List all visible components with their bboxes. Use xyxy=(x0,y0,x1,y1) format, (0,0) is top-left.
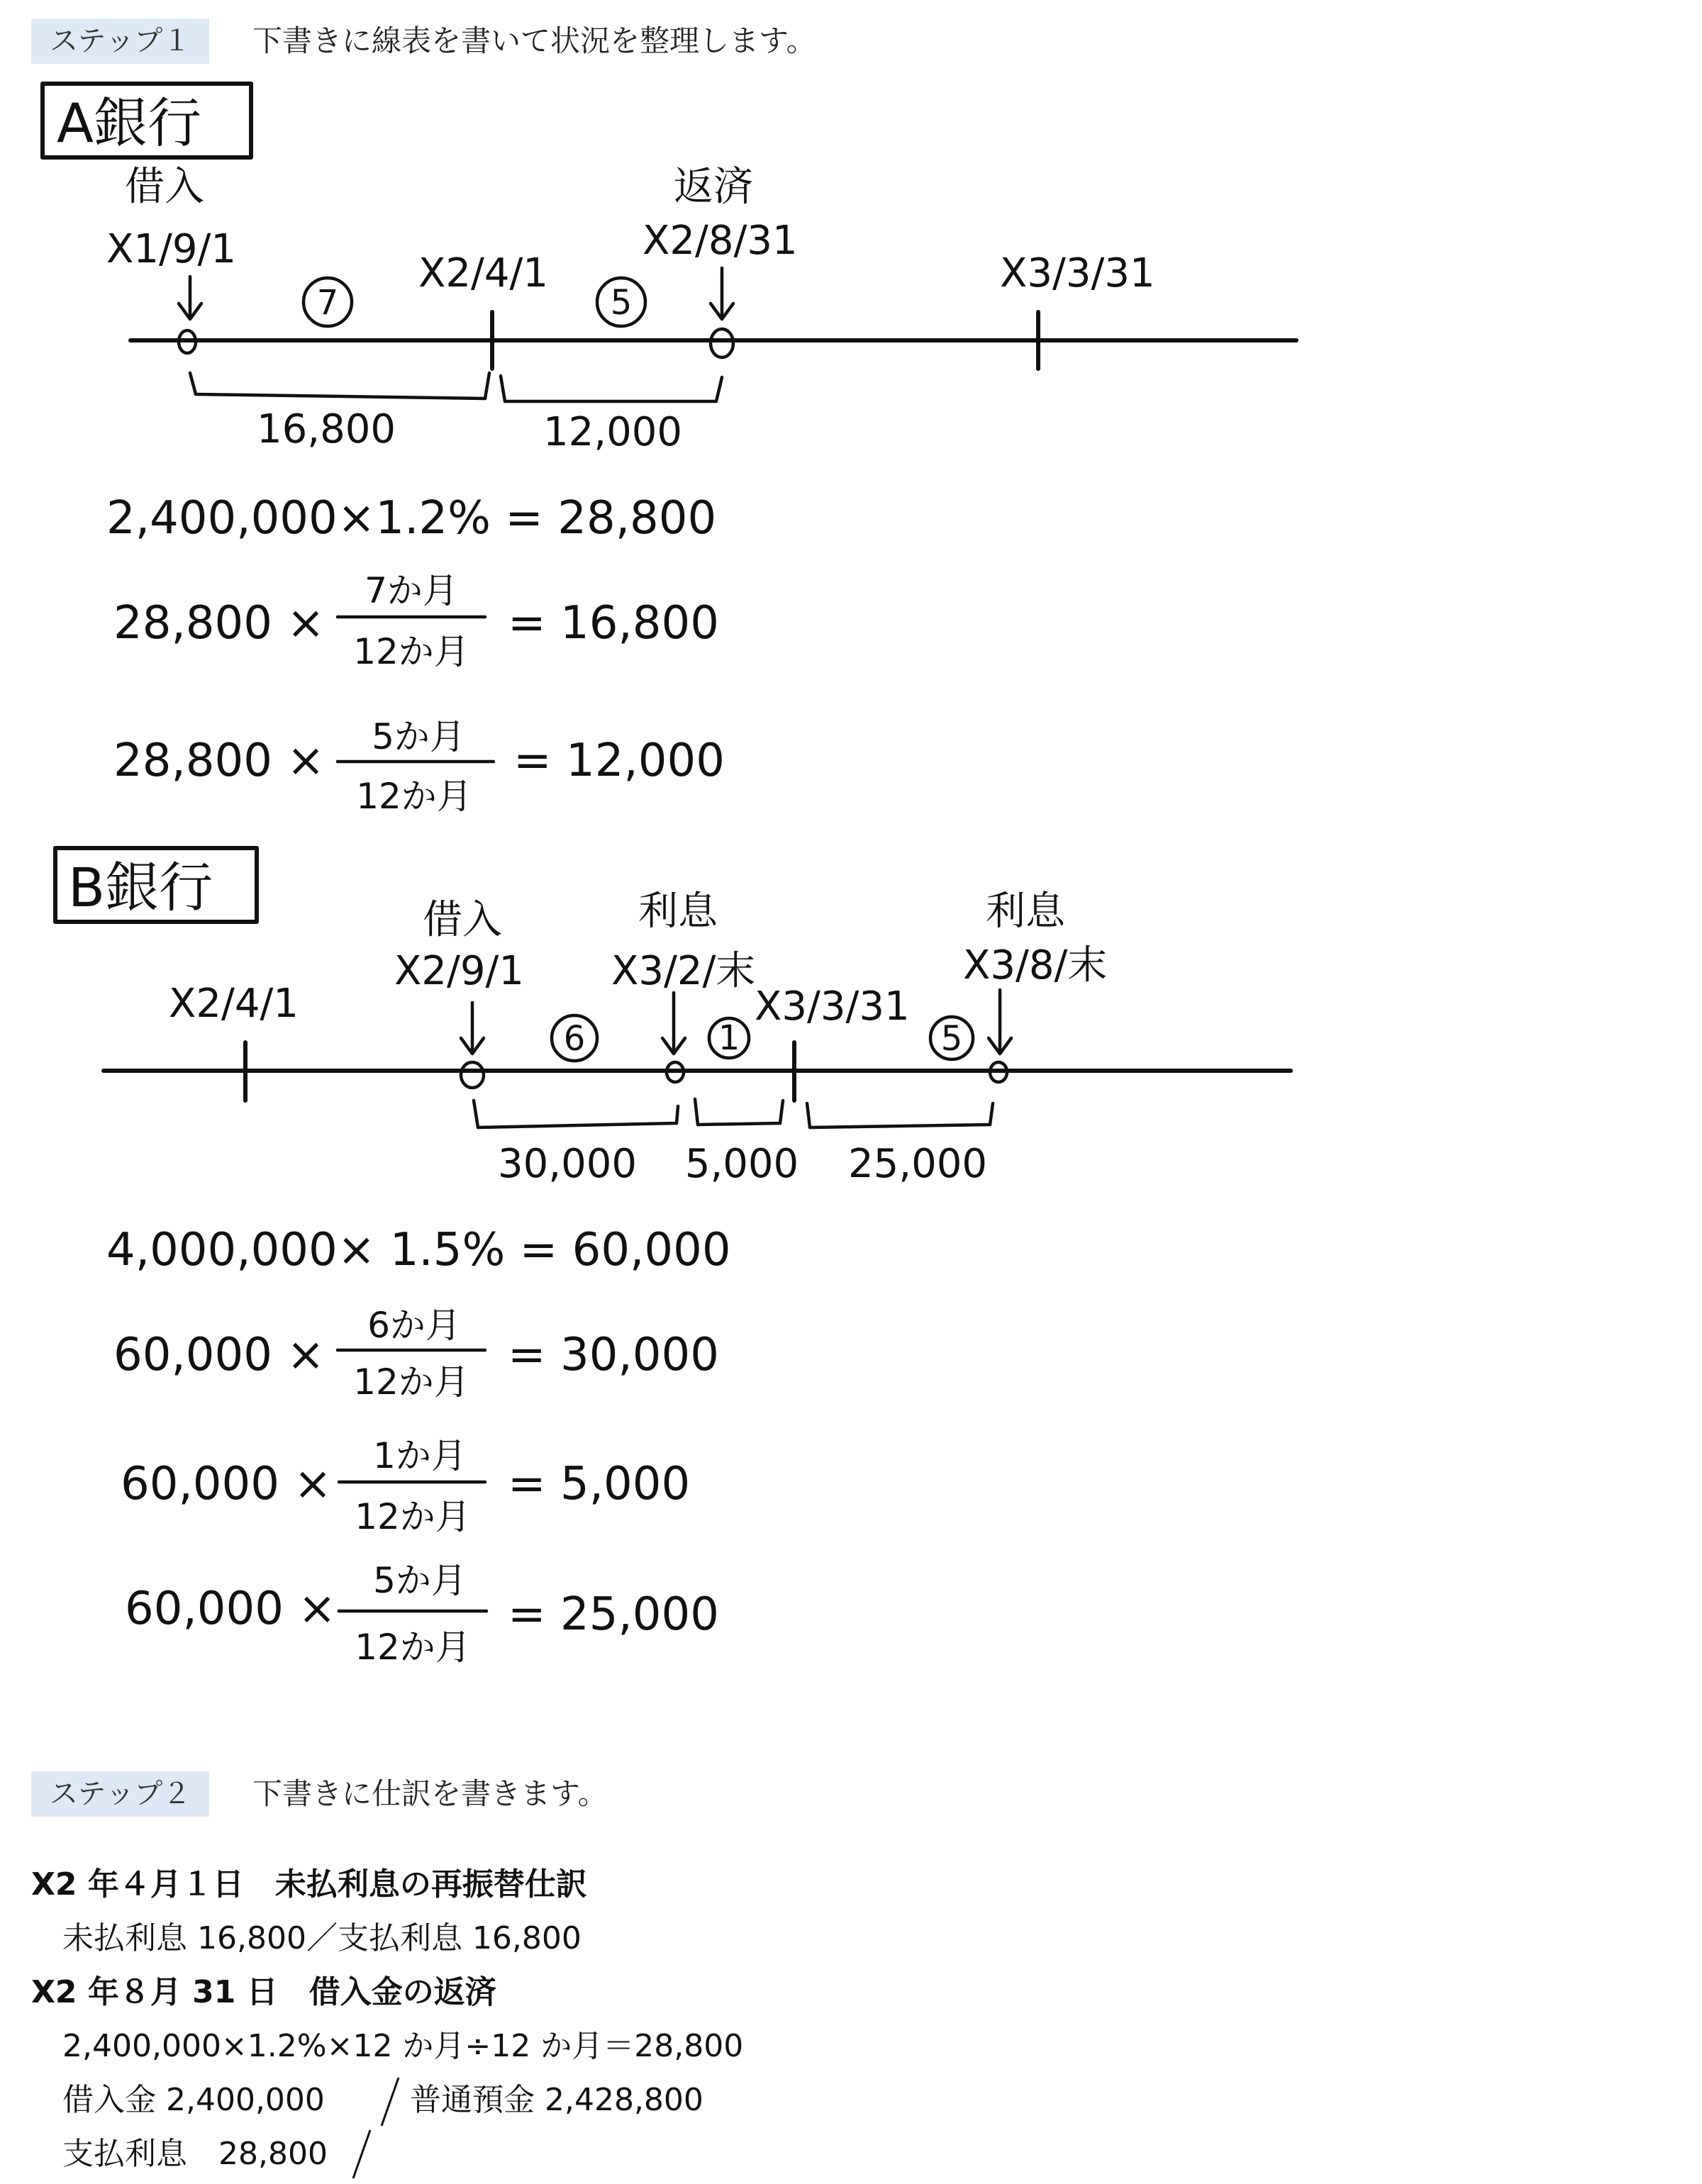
bank-b-calc-3 xyxy=(121,1435,690,1537)
step1-badge: ステップ１ xyxy=(31,18,209,64)
bank-b-calc-3-result: = 5,000 xyxy=(508,1458,691,1510)
bank-b-borrow-marker xyxy=(461,1062,484,1088)
entry-2-slash-1 xyxy=(374,2073,403,2127)
bank-a-repay-marker xyxy=(711,329,733,357)
entry-2-slash-2 xyxy=(346,2127,374,2181)
bank-a-calc-2-denominator: 12か月 xyxy=(353,631,469,672)
bank-b-section xyxy=(55,848,1291,1668)
bank-b-interest2-arrow xyxy=(989,990,1011,1054)
bank-b-calc-2 xyxy=(113,1305,719,1403)
bank-b-interest1-arrow xyxy=(662,993,685,1054)
bank-a-calc-2-result: = 16,800 xyxy=(508,597,719,650)
step1-instruction: 下書きに線表を書いて状況を整理します。 xyxy=(252,23,816,58)
bank-b-calc-1: 4,000,000× 1.5% = 60,000 xyxy=(106,1224,731,1276)
bank-b-amount-1: 30,000 xyxy=(498,1141,637,1187)
bank-a-borrow-date: X1/9/1 xyxy=(106,226,236,272)
bank-b-calc-4-result: = 25,000 xyxy=(508,1588,719,1641)
bank-a-repay-arrow xyxy=(711,268,733,319)
step2-instruction: 下書きに仕訳を書きます。 xyxy=(252,1776,608,1811)
entry-2-row-2 xyxy=(31,2127,743,2181)
entry-2-credit-1: 普通預金 2,428,800 xyxy=(410,2082,703,2118)
journal-entries xyxy=(31,1858,743,2181)
bank-b-calc-3-denominator: 12か月 xyxy=(355,1496,471,1537)
bank-a-amount-2: 12,000 xyxy=(543,409,682,455)
bank-b-calc-4 xyxy=(125,1560,719,1668)
bank-b-borrow-arrow xyxy=(461,1003,484,1054)
bank-b-calc-3-numerator: 1か月 xyxy=(373,1435,467,1476)
entry-1-line: 未払利息 16,800／支払利息 16,800 xyxy=(62,1920,582,1956)
bank-b-interest2-label: 利息 xyxy=(986,888,1065,935)
bank-a-borrow-label: 借入 xyxy=(125,164,204,210)
bank-b-borrow-label: 借入 xyxy=(423,897,502,943)
bank-b-calc-4-numerator: 5か月 xyxy=(373,1560,467,1601)
step2-badge: ステップ２ xyxy=(31,1771,209,1817)
bank-a-calc-2-base: 28,800 × xyxy=(113,597,325,650)
entry-2-heading: X2 年８月 31 日 借入金の返済 xyxy=(31,1974,496,2010)
bank-a-mid-date: X2/4/1 xyxy=(418,250,548,296)
bank-a-calc-1: 2,400,000×1.2% = 28,800 xyxy=(106,492,717,545)
entry-2-row-1 xyxy=(31,2073,743,2127)
bank-b-calc-2-denominator: 12か月 xyxy=(353,1361,469,1403)
bank-a-borrow-arrow xyxy=(179,277,201,319)
bank-a-months-2: 5 xyxy=(610,283,633,323)
bank-a-amount-1: 16,800 xyxy=(257,406,396,452)
bank-a-calc-3-result: = 12,000 xyxy=(513,735,725,787)
bank-b-interest1-label: 利息 xyxy=(638,888,718,935)
bank-b-months-3: 5 xyxy=(940,1019,963,1059)
bank-b-months-1: 6 xyxy=(563,1019,586,1059)
bank-b-start-date: X2/4/1 xyxy=(169,981,299,1027)
bank-b-calc-2-numerator: 6か月 xyxy=(367,1305,461,1346)
bank-a-calc-3-base: 28,800 × xyxy=(113,735,325,787)
bank-b-calc-4-denominator: 12か月 xyxy=(355,1627,471,1668)
bank-b-interest2-date: X3/8/末 xyxy=(963,942,1108,988)
bank-a-calc-2 xyxy=(113,570,719,672)
bank-a-title: A銀行 xyxy=(57,91,201,155)
bank-a-calc-2-numerator: 7か月 xyxy=(365,570,458,611)
bank-b-title: B銀行 xyxy=(68,856,213,919)
entry-2-debit-1: 借入金 2,400,000 xyxy=(62,2082,325,2118)
bank-a-bracket-2 xyxy=(501,376,722,401)
entry-2-calc: 2,400,000×1.2%×12 か月÷12 か月＝28,800 xyxy=(62,2028,744,2064)
bank-a-calc-3 xyxy=(113,716,725,817)
bank-b-months-2: 1 xyxy=(718,1018,740,1058)
bank-b-interest1-date: X3/2/末 xyxy=(611,948,756,994)
bank-a-calc-3-numerator: 5か月 xyxy=(372,716,465,757)
bank-b-mid-date: X3/3/31 xyxy=(755,984,910,1030)
bank-a-section xyxy=(43,84,1296,817)
bank-a-calc-3-denominator: 12か月 xyxy=(356,776,472,817)
bank-b-calc-3-base: 60,000 × xyxy=(121,1458,332,1510)
bank-b-calc-2-base: 60,000 × xyxy=(113,1329,325,1381)
bank-b-bracket-1 xyxy=(474,1101,678,1127)
entry-1-heading: X2 年４月１日 未払利息の再振替仕訳 xyxy=(31,1866,587,1902)
bank-b-bracket-2 xyxy=(695,1099,783,1125)
bank-b-borrow-date: X2/9/1 xyxy=(394,948,524,994)
entry-2-debit-2: 支払利息 28,800 xyxy=(62,2136,328,2172)
bank-a-end-date: X3/3/31 xyxy=(1000,250,1155,296)
bank-b-amount-3: 25,000 xyxy=(848,1141,987,1187)
bank-b-calc-4-base: 60,000 × xyxy=(125,1583,336,1635)
bank-a-repay-label: 返済 xyxy=(674,164,753,210)
bank-b-bracket-3 xyxy=(807,1103,993,1127)
bank-b-amount-2: 5,000 xyxy=(684,1141,799,1187)
bank-a-repay-date: X2/8/31 xyxy=(643,218,798,264)
bank-a-months-1: 7 xyxy=(316,283,339,323)
bank-b-calc-2-result: = 30,000 xyxy=(508,1329,719,1381)
bank-a-bracket-1 xyxy=(190,373,489,399)
